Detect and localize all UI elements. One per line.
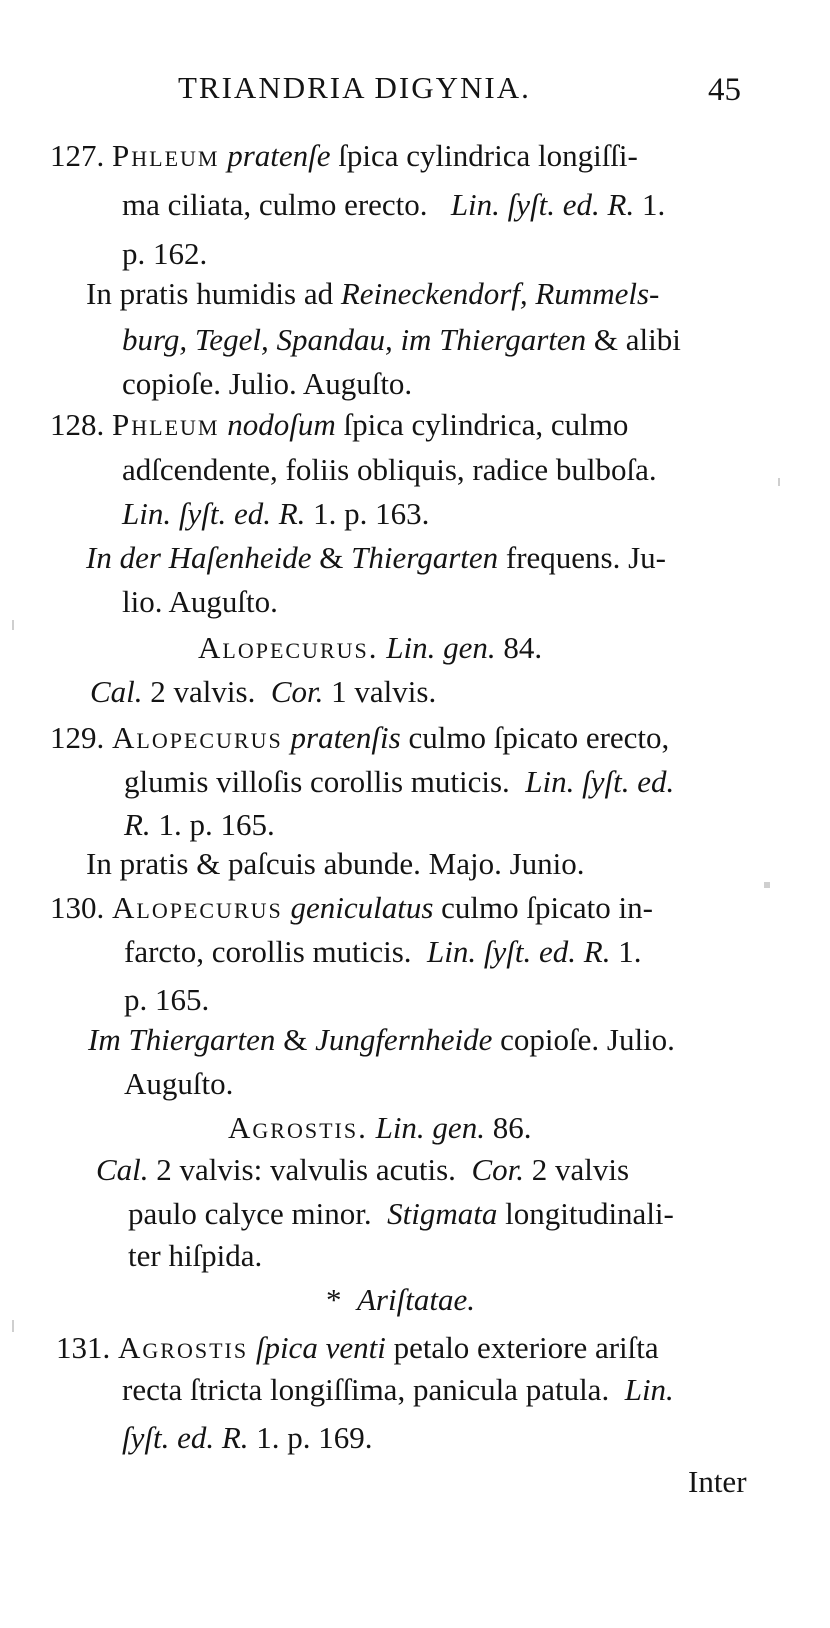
entry-130-line-3 [124, 980, 209, 1020]
description: petalo exteriore ariſta [393, 1330, 659, 1365]
entry-131-line-2 [122, 1370, 674, 1410]
calyx-text: 2 valvis: valvulis acutis. [156, 1152, 456, 1187]
calyx-label: Cal. [90, 674, 143, 709]
genus-agrostis-characters-2 [128, 1194, 674, 1234]
habitat-places: Im Thiergarten [88, 1022, 276, 1057]
habitat-text: copioſe. Julio. [500, 1022, 675, 1057]
calyx-label: Cal. [96, 1152, 149, 1187]
reference: Lin. ſyſt. ed. [525, 764, 675, 799]
habitat-text: & alibi [593, 322, 681, 357]
stigmata-label: Stigmata [387, 1196, 498, 1231]
habitat-text: In pratis humidis ad [86, 276, 334, 311]
habitat-places: In der Haſenheide [86, 540, 312, 575]
genus-name: Phleum [112, 138, 220, 173]
entry-number: 129. [50, 720, 105, 755]
description: culmo ſpicato erecto, [408, 720, 670, 755]
entry-127-line-3 [122, 234, 207, 274]
entry-number: 130. [50, 890, 105, 925]
description: ma ciliata, culmo erecto. [122, 187, 428, 222]
scan-speck [12, 1320, 14, 1332]
genus-alopecurus-characters [90, 672, 436, 712]
reference-number: 84. [503, 630, 543, 665]
description: adſcendente, foliis obliquis, radice bulboſa. [122, 452, 657, 487]
entry-127-line-2 [122, 185, 665, 225]
entry-130-line-1 [50, 888, 653, 928]
entry-130-habitat-2 [124, 1064, 233, 1104]
catchword: Inter [688, 1464, 747, 1499]
description: ſpica cylindrica, culmo [343, 407, 629, 442]
scan-speck [764, 882, 770, 888]
description: farcto, corollis muticis. [124, 934, 412, 969]
species-name: geniculatus [290, 890, 434, 925]
genus-agrostis-characters-3 [128, 1236, 262, 1276]
corolla-label: Cor. [471, 1152, 524, 1187]
reference-page: p. 165. [124, 982, 210, 1017]
entry-127-habitat-1 [86, 274, 659, 314]
reference-page: 1. p. 165. [158, 807, 275, 842]
habitat-text: copioſe. Julio. Auguſto. [122, 366, 413, 401]
entry-127-line-1 [50, 136, 638, 176]
entry-128-line-3 [122, 494, 429, 534]
habitat-text: & [283, 1022, 308, 1057]
entry-number: 131. [56, 1330, 111, 1365]
habitat-places: Reineckendorf, Rummels- [340, 276, 660, 311]
entry-127-habitat-2 [122, 320, 681, 360]
description: ſpica cylindrica longiſſi- [338, 138, 638, 173]
page-number-line [708, 70, 741, 110]
entry-129-line-3 [124, 805, 275, 845]
catchword-line [688, 1462, 747, 1502]
reference: Lin. [624, 1372, 674, 1407]
entry-131-line-3 [122, 1418, 373, 1458]
genus-heading-agrostis [228, 1108, 531, 1148]
reference-page: 1. p. 169. [256, 1420, 373, 1455]
description: culmo ſpicato in- [441, 890, 653, 925]
scan-speck [12, 620, 14, 630]
genus-agrostis-characters-1 [96, 1150, 629, 1190]
genus-name: Agrostis [118, 1330, 249, 1365]
habitat-places: burg, Tegel, Spandau, im Thiergarten [122, 322, 587, 357]
reference: ſyſt. ed. R. [122, 1420, 249, 1455]
entry-number: 128. [50, 407, 105, 442]
entry-127-habitat-3 [122, 364, 412, 404]
entry-130-line-2 [124, 932, 641, 972]
reference-number: 1. [641, 187, 666, 222]
scan-speck [778, 478, 780, 486]
entry-129-line-1 [50, 718, 669, 758]
entry-128-habitat-2 [122, 582, 278, 622]
species-name: nodoſum [227, 407, 336, 442]
section-title: Ariſtatae. [357, 1282, 475, 1317]
genus-name: Alopecurus [112, 720, 283, 755]
reference-page: 1. p. 163. [313, 496, 430, 531]
entry-128-habitat-1 [86, 538, 666, 578]
entry-131-line-1 [56, 1328, 659, 1368]
corolla-text: 1 valvis. [331, 674, 437, 709]
species-name: pratenſis [290, 720, 401, 755]
reference: Lin. ſyſt. ed. R. [450, 187, 635, 222]
corolla-label: Cor. [270, 674, 324, 709]
entry-number: 127. [50, 138, 105, 173]
entry-128-line-2 [122, 450, 657, 490]
genus-name: Phleum [112, 407, 220, 442]
genus-name: Alopecurus [112, 890, 283, 925]
habitat-text: In pratis & paſcuis abunde. Majo. Junio. [86, 846, 585, 881]
habitat-places: Thiergarten [351, 540, 499, 575]
species-name: pratenſe [227, 138, 331, 173]
entry-130-habitat-1 [88, 1020, 675, 1060]
entry-129-line-2 [124, 762, 674, 802]
calyx-text: 2 valvis. [150, 674, 256, 709]
corolla-text: 2 valvis [531, 1152, 630, 1187]
description: glumis villoſis corollis muticis. [124, 764, 510, 799]
stigmata-text: ter hiſpida. [128, 1238, 263, 1273]
corolla-text: paulo calyce minor. [128, 1196, 372, 1231]
page-number: 45 [708, 72, 741, 108]
stigmata-text: longitudinali- [505, 1196, 674, 1231]
section-heading [326, 1280, 475, 1320]
habitat-text: Auguſto. [124, 1066, 234, 1101]
reference: Lin. ſyſt. ed. R. [122, 496, 306, 531]
reference-number: 86. [492, 1110, 532, 1145]
reference: Lin. ſyſt. ed. R. [427, 934, 611, 969]
reference: Lin. gen. [375, 1110, 485, 1145]
reference-number: 1. [618, 934, 642, 969]
entry-129-habitat-1 [86, 844, 585, 884]
genus-heading-alopecurus [198, 628, 542, 668]
habitat-text: & [319, 540, 344, 575]
entry-128-line-1 [50, 405, 628, 445]
habitat-text: lio. Auguſto. [122, 584, 278, 619]
running-head: TRIANDRIA DIGYNIA. [178, 70, 531, 105]
genus-heading: Agrostis. [228, 1110, 368, 1145]
reference: Lin. gen. [386, 630, 496, 665]
species-name: ſpica venti [255, 1330, 386, 1365]
habitat-places: Jungfernheide [315, 1022, 493, 1057]
reference: R. [124, 807, 151, 842]
genus-heading: Alopecurus. [198, 630, 379, 665]
habitat-text: frequens. Ju- [505, 540, 667, 575]
running-head-line [178, 68, 531, 108]
description: recta ſtricta longiſſima, panicula patula. [122, 1372, 610, 1407]
reference-page: p. 162. [122, 236, 208, 271]
section-star: * [326, 1282, 342, 1317]
